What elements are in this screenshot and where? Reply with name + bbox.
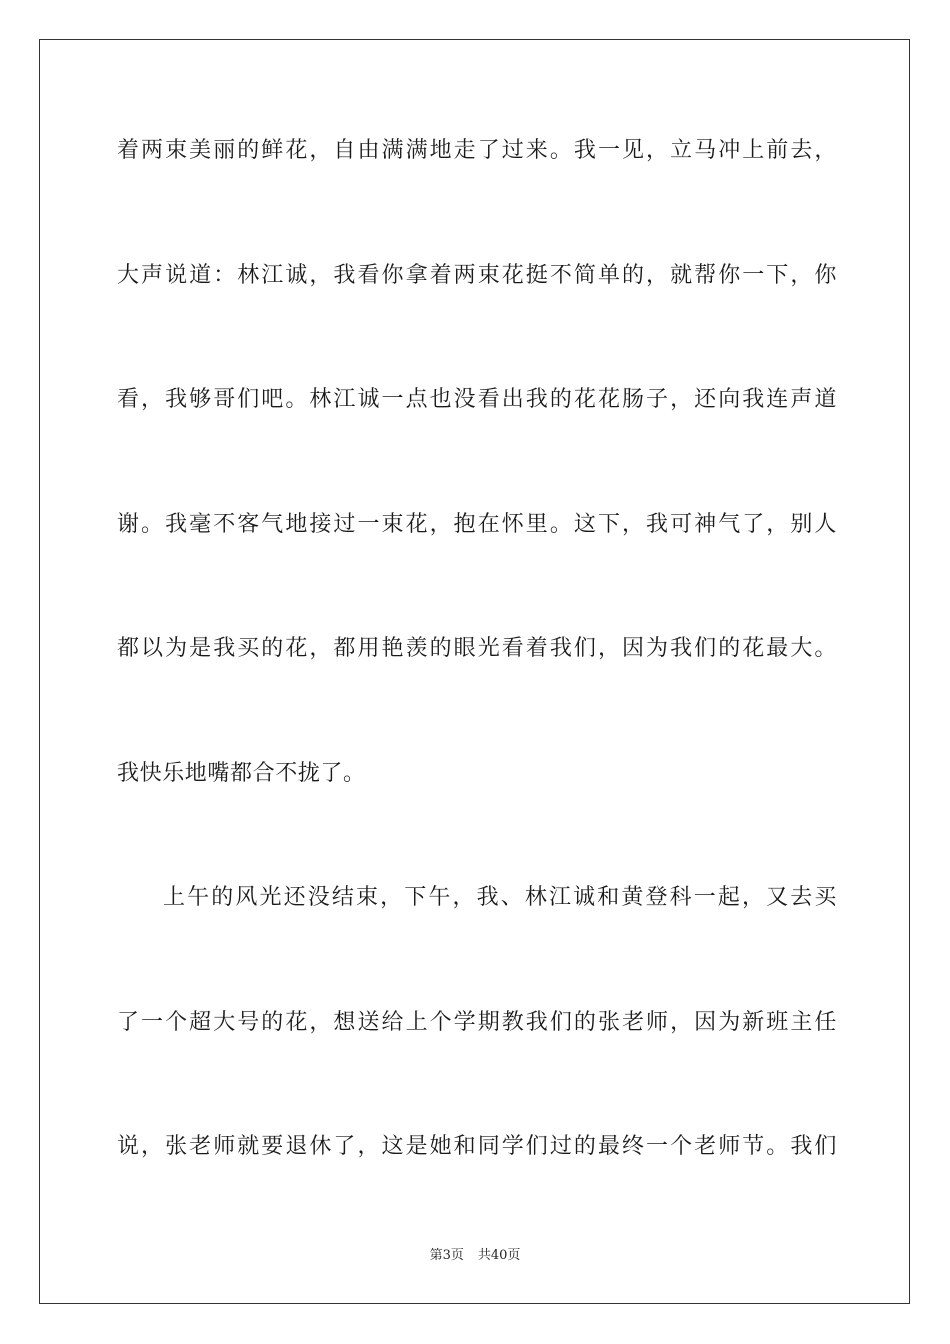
text-line-9: 说，张老师就要退休了，这是她和同学们过的最终一个老师节。我们 bbox=[117, 1134, 837, 1159]
page-footer bbox=[0, 1247, 950, 1265]
text-line-6: 我快乐地嘴都合不拢了。 bbox=[117, 761, 366, 786]
text-line-4: 谢。我毫不客气地接过一束花，抱在怀里。这下，我可神气了，别人 bbox=[117, 512, 837, 537]
text-line-3: 看，我够哥们吧。林江诚一点也没看出我的花花肠子，还向我连声道 bbox=[117, 387, 837, 412]
text-line-2: 大声说道：林江诚，我看你拿着两束花挺不简单的，就帮你一下，你 bbox=[117, 263, 837, 288]
text-line-8: 了一个超大号的花，想送给上个学期教我们的张老师，因为新班主任 bbox=[117, 1010, 837, 1035]
text-line-1: 着两束美丽的鲜花，自由满满地走了过来。我一见，立马冲上前去， bbox=[117, 138, 837, 163]
text-line-7: 上午的风光还没结束，下午，我、林江诚和黄登科一起，又去买 bbox=[163, 885, 837, 910]
page-frame bbox=[39, 39, 910, 1304]
page-total: 共40页 bbox=[477, 1248, 521, 1263]
text-line-5: 都以为是我买的花，都用艳羡的眼光看着我们，因为我们的花最大。 bbox=[117, 636, 837, 661]
page-number: 第3页 bbox=[429, 1248, 464, 1263]
